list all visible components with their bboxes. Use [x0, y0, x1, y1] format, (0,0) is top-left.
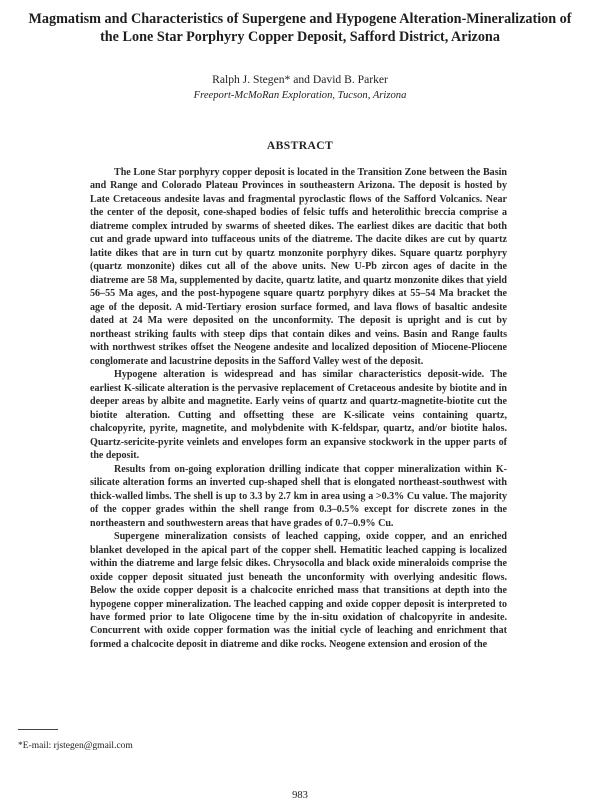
abstract-paragraph: Hypogene alteration is widespread and has similar characteristics deposit-wide. The earliest K-silicate alteration is the pervasive replacement of Cretaceous andesite by biotite and in deeper areas by albite and magnetite. Early veins of quartz and quartz-magnetite-biotite cut the biotite alteration. Cutting and offsetting these are K-silicate veins containing quartz, chalcopyrite, pyrite, magnetite, and molybdenite with K-feldspar, quartz, and/or biotite halos. Quartz-sericite-pyrite veinlets and envelopes form an expansive stockwork in the upper parts of the deposit.	[90, 369, 507, 462]
abstract-body	[90, 166, 507, 651]
paper-affiliation: Freeport-McMoRan Exploration, Tucson, Arizona	[193, 90, 407, 101]
paper-authors: Ralph J. Stegen* and David B. Parker	[212, 73, 388, 86]
footnote-email: *E-mail: rjstegen@gmail.com	[18, 741, 133, 751]
abstract-paragraph: Results from on-going exploration drilling indicate that copper mineralization within K-silicate alteration forms an inverted cup-shaped shell that is elongated northeast-southwest with thick-walled limbs. The shell is up to 3.3 by 2.7 km in area using a >0.3% Cu value. The majority of the copper grades within the shell range from 0.3–0.5% except for discrete zones in the northeastern and southwestern areas that have grades of 0.7–0.9% Cu.	[90, 463, 507, 529]
abstract-paragraph: The Lone Star porphyry copper deposit is located in the Transition Zone between the Basin and Range and Colorado Plateau Provinces in southeastern Arizona. The deposit is hosted by Late Cretaceous andesite lavas and fragmental pyroclastic flows of the Safford Volcanics. Near the center of the deposit, cone-shaped bodies of felsic tuffs and heterolithic breccia comprise a diatreme complex intruded by swarms of sheeted dikes. The earliest dikes are dacitic that both cut and grade upward into tuffaceous units of the diatreme. The dacite dikes are cut by quartz latite dikes that are in turn cut by quartz monzonite porphyry dikes. Square quartz porphyry (quartz monzonite) dikes cut all of the above units. New U-Pb zircon ages of dacite in the diatreme are 58 Ma, supplemented by dacite, quartz latite, and quartz monzonite dikes that yield 56–55 Ma ages, and the post-hypogene square quartz porphyry dikes at 55–54 Ma bracket the age of the deposit. A mid-Tertiary erosion surface formed, and lava flows of basaltic andesite dated at 24 Ma were deposited on the unconformity. The deposit is upright and is cut by northeast striking faults with steep dips that contain dikes and veins. Basin and Range faults with northwest strikes offset the Neogene andesite and localized deposition of Miocene-Pliocene conglomerate and lacustrine deposits in the Safford Valley west of the deposit.	[90, 167, 507, 367]
abstract-heading: ABSTRACT	[266, 139, 334, 152]
abstract-paragraph: Supergene mineralization consists of leached capping, oxide copper, and an enriched blanket developed in the apical part of the copper shell. Hematitic leached capping is localized within the diatreme and large felsic dikes. Chrysocolla and black oxide mineraloids comprise the oxide copper deposit situated just beneath the unconformity with overlying andesitic flows. Below the oxide copper deposit is a chalcocite enriched mass that transitions at depth into the hypogene copper mineralization. The leached capping and oxide copper deposit is interpreted to have formed prior to late Oligocene time by the in-situ oxidation of chalcopyrite in andesite. Concurrent with oxide copper formation was the initial cycle of leaching and enrichment that formed a chalcocite deposit in diatreme and dike rocks. Neogene extension and erosion of the	[90, 531, 507, 650]
page-number: 983	[292, 790, 308, 801]
footnote-divider	[18, 729, 58, 730]
paper-title: Magmatism and Characteristics of Supergene and Hypogene Alteration-Mineralization of the Lone Star Porphyry Copper Deposit, Safford District, Arizona	[28, 11, 572, 46]
